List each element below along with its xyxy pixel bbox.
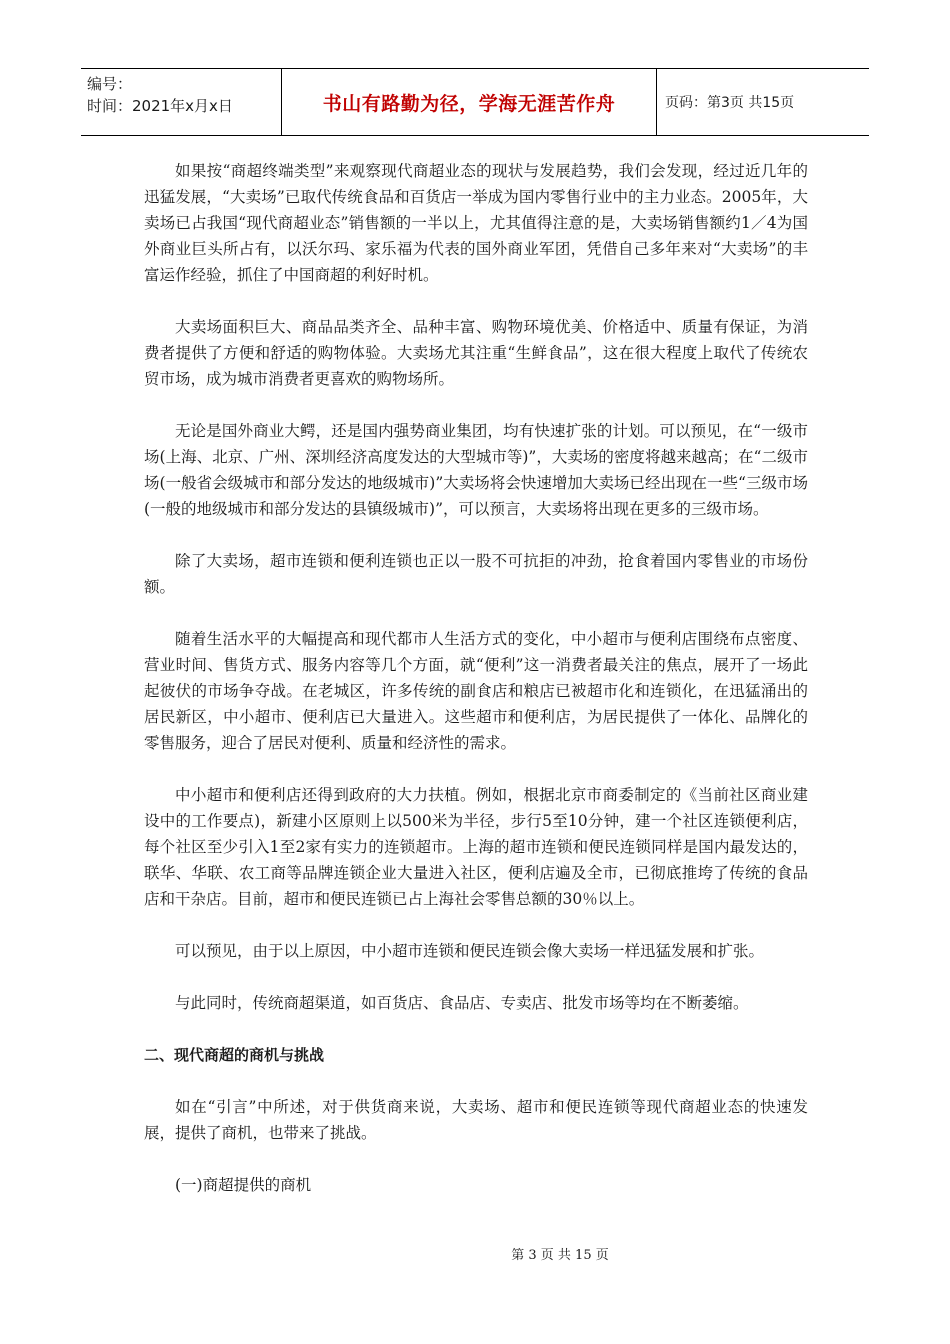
section-heading: 二、现代商超的商机与挑战 (144, 1046, 325, 1064)
body-paragraph: 无论是国外商业大鳄，还是国内强势商业集团，均有快速扩张的计划。可以预见，在“一级市场(上海、北京、广州、深圳经济高度发达的大型城市等)”，大卖场的密度将越来越高；在“二级市场(一般省会级城市和部分发达的地级城市)”大卖场将会快速增加大卖场已经出现在一些“三级市场(一般的地级城市和部分发达的县镇级城市)”，可以预言，大卖场将出现在更多的三级市场。 (144, 422, 808, 518)
document-time-label: 时间：2021年x月x日 (87, 97, 233, 115)
body-paragraph: 大卖场面积巨大、商品品类齐全、品种丰富、购物环境优美、价格适中、质量有保证，为消费者提供了方便和舒适的购物体验。大卖场尤其注重“生鲜食品”，这在很大程度上取代了传统农贸市场，成为城市消费者更喜欢的购物场所。 (144, 318, 808, 388)
document-body (144, 158, 808, 1198)
page-header (81, 68, 869, 136)
body-paragraph: 可以预见，由于以上原因，中小超市连锁和便民连锁会像大卖场一样迅猛发展和扩张。 (175, 942, 765, 960)
document-number-label: 编号： (87, 75, 133, 93)
page-footer: 第 3 页 共 15 页 (511, 1248, 609, 1263)
header-info-cell (81, 69, 282, 135)
body-paragraph: 随着生活水平的大幅提高和现代都市人生活方式的变化，中小超市与便利店围绕布点密度、营业时间、售货方式、服务内容等几个方面，就“便利”这一消费者最关注的焦点，展开了一场此起彼伏的市场争夺战。在老城区，许多传统的副食店和粮店已被超市化和连锁化，在迅猛涌出的居民新区，中小超市、便利店已大量进入。这些超市和便利店，为居民提供了一体化、品牌化的零售服务，迎合了居民对便利、质量和经济性的需求。 (144, 630, 808, 752)
subsection-heading: (一)商超提供的商机 (175, 1176, 312, 1194)
section-paragraph: 如在“引言”中所述，对于供货商来说，大卖场、超市和便民连锁等现代商超业态的快速发展，提供了商机，也带来了挑战。 (144, 1098, 808, 1142)
body-paragraph: 中小超市和便利店还得到政府的大力扶植。例如，根据北京市商委制定的《当前社区商业建设中的工作要点)，新建小区原则上以500米为半径，步行5至10分钟，建一个社区连锁便利店，每个社区至少引入1至2家有实力的连锁超市。上海的超市连锁和便民连锁同样是国内最发达的，联华、华联、农工商等品牌连锁企业大量进入社区，便利店遍及全市，已彻底推垮了传统的食品店和干杂店。目前，超市和便民连锁已占上海社会零售总额的30％以上。 (144, 786, 808, 908)
header-motto: 书山有路勤为径，学海无涯苦作舟 (282, 69, 657, 135)
body-paragraph: 如果按“商超终端类型”来观察现代商超业态的现状与发展趋势，我们会发现，经过近几年的迅猛发展，“大卖场”已取代传统食品和百货店一举成为国内零售行业中的主力业态。2005年，大卖场已占我国“现代商超业态”销售额的一半以上，尤其值得注意的是，大卖场销售额约1／4为国外商业巨头所占有，以沃尔玛、家乐福为代表的国外商业军团，凭借自己多年来对“大卖场”的丰富运作经验，抓住了中国商超的利好时机。 (144, 162, 808, 284)
body-paragraph: 与此同时，传统商超渠道，如百货店、食品店、专卖店、批发市场等均在不断萎缩。 (175, 994, 749, 1012)
header-page-label: 页码：第3页 共15页 (665, 95, 795, 111)
body-paragraph: 除了大卖场，超市连锁和便利连锁也正以一股不可抗拒的冲劲，抢食着国内零售业的市场份额。 (144, 552, 808, 596)
